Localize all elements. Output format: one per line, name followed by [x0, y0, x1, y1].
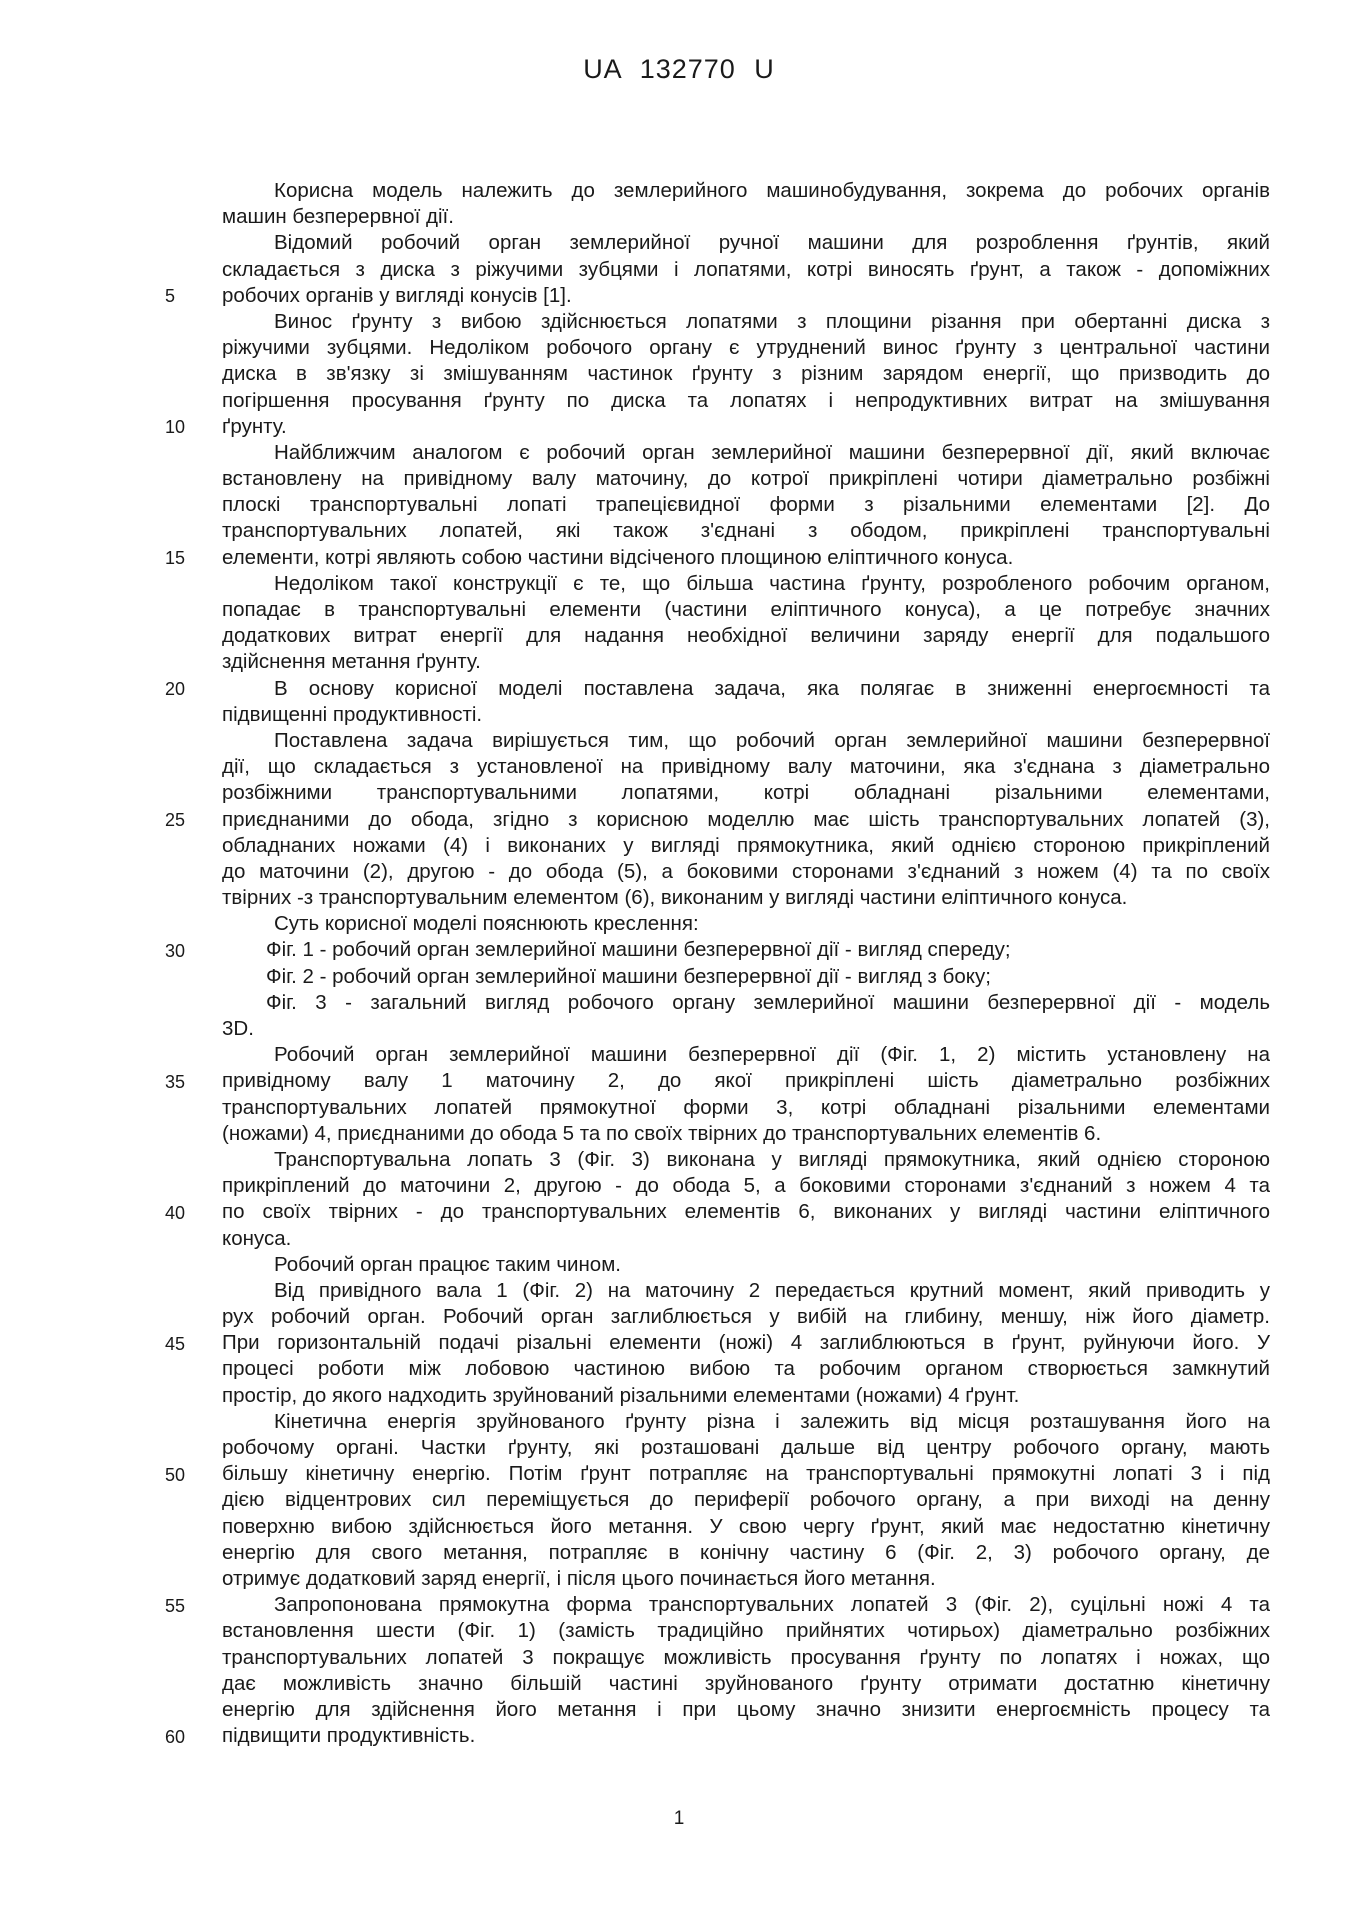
text-line: підвищенні продуктивності.: [222, 702, 483, 726]
text-line: При горизонтальній подачі різальні елементи (ножі) 4 заглиблюються в ґрунт, руйнуючи його. У: [222, 1331, 1270, 1355]
text-line: дії, що складається з установленої на привідному валу маточини, яка з'єднана з діаметрально: [222, 755, 1270, 779]
text-line: процесі роботи між лобовою частиною вибою та робочим органом створюється замкнутий: [222, 1357, 1270, 1381]
text-line: Транспортувальна лопать 3 (Фіг. 3) виконана у вигляді прямокутника, який однією стороною: [274, 1147, 1270, 1171]
text-line: Відомий робочий орган землерийної ручної машини для розроблення ґрунтів, який: [274, 231, 1270, 255]
text-line: дією відцентрових сил переміщується до периферії робочого органу, а при виході на денну: [222, 1488, 1270, 1512]
text-line: Запропонована прямокутна форма транспортувальних лопатей 3 (Фіг. 2), суцільні ножі 4 та: [274, 1593, 1270, 1617]
line-number: 10: [165, 416, 186, 437]
text-line: 3D.: [222, 1017, 254, 1040]
text-line: робочому органі. Частки ґрунту, які розташовані дальше від центру робочого органу, мають: [222, 1436, 1270, 1459]
line-number: 35: [165, 1071, 186, 1092]
text-line: Винос ґрунту з вибою здійснюється лопатями з площини різання при обертанні диска з: [274, 309, 1270, 333]
text-line: машин безперервної дії.: [222, 205, 454, 229]
text-line: Поставлена задача вирішується тим, що робочий орган землерийної машини безперервної: [274, 728, 1270, 752]
text-line: Фіг. 1 - робочий орган землерийної машини безперервної дії - вигляд спереду;: [266, 938, 1011, 962]
page-number: 1: [673, 1808, 685, 1829]
line-number: 15: [165, 547, 186, 568]
text-line: Корисна модель належить до землерийного машинобудування, зокрема до робочих органів: [274, 179, 1270, 202]
text-line: диска в зв'язку зі змішуванням частинок ґрунту з різним зарядом енергії, що призводить до: [222, 362, 1270, 386]
line-number: 20: [165, 678, 186, 699]
text-line: простір, до якого надходить зруйнований різальними елементами (ножами) 4 ґрунт.: [222, 1383, 1020, 1407]
line-number: 45: [165, 1333, 186, 1354]
text-line: привідному валу 1 маточину 2, до якої прикріплені шість діаметрально розбіжних: [222, 1069, 1270, 1093]
document-number-header: UA 132770 U: [583, 54, 775, 84]
text-line: до маточини (2), другою - до обода (5), а боковими сторонами з'єднаний з ножем (4) та по своїх: [222, 859, 1270, 883]
text-line: Робочий орган землерийної машини безперервної дії (Фіг. 1, 2) містить установлену на: [274, 1043, 1270, 1067]
text-line: плоскі транспортувальні лопаті трапецієвидної форми з різальними елементами [2]. До: [222, 493, 1270, 517]
body-text: [222, 178, 1270, 1749]
line-number: 55: [165, 1595, 186, 1616]
text-line: (ножами) 4, приєднаними до обода 5 та по своїх твірних до транспортувальних елементів 6.: [222, 1121, 1102, 1145]
text-line: встановлення шести (Фіг. 1) (замість традиційно прийнятих чотирьох) діаметрально розбіжних: [222, 1619, 1270, 1643]
text-line: ґрунту.: [222, 414, 287, 438]
line-number: 30: [165, 940, 186, 961]
text-line: ріжучими зубцями. Недоліком робочого органу є утруднений винос ґрунту з центральної частини: [222, 336, 1270, 360]
text-line: транспортувальних лопатей, які також з'єднані з ободом, прикріплені транспортувальні: [222, 519, 1270, 543]
text-line: енергію для свого метання, потрапляє в конічну частину 6 (Фіг. 2, 3) робочого органу, де: [222, 1540, 1270, 1564]
line-number: 5: [165, 285, 176, 306]
text-line: елементи, котрі являють собою частини відсіченого площиною еліптичного конуса.: [222, 545, 1014, 569]
text-line: складається з диска з ріжучими зубцями і лопатями, котрі виносять ґрунт, а також - допоміжних: [222, 257, 1270, 281]
text-line: Робочий орган працює таким чином.: [274, 1252, 621, 1276]
text-line: конуса.: [222, 1226, 292, 1250]
text-line: підвищити продуктивність.: [222, 1724, 476, 1748]
line-number: 25: [165, 809, 186, 830]
text-line: розбіжними транспортувальними лопатями, котрі обладнані різальними елементами,: [222, 781, 1270, 805]
text-line: додаткових витрат енергії для надання необхідної величини заряду енергії для подальшого: [222, 624, 1270, 648]
text-line: попадає в транспортувальні елементи (частини еліптичного конуса), а це потребує значних: [222, 598, 1270, 621]
line-number: 60: [165, 1726, 186, 1747]
text-line: прикріплений до маточини 2, другою - до обода 5, а боковими сторонами з'єднаний з ножем 4 та: [222, 1174, 1270, 1198]
text-line: по своїх твірних - до транспортувальних елементів 6, виконаних у вигляді частини еліптичного: [222, 1200, 1270, 1224]
text-line: Найближчим аналогом є робочий орган землерийної машини безперервної дії, який включає: [274, 440, 1270, 464]
text-line: Недоліком такої конструкції є те, що більша частина ґрунту, розробленого робочим органом,: [274, 571, 1270, 595]
text-line: поверхню вибою здійснюється його метання. У свою чергу ґрунт, який має недостатню кінетичну: [222, 1514, 1270, 1538]
line-number: 50: [165, 1464, 186, 1485]
text-line: транспортувальних лопатей прямокутної форми 3, котрі обладнані різальними елементами: [222, 1095, 1270, 1119]
text-line: Фіг. 3 - загальний вигляд робочого органу землерийної машини безперервної дії - модель: [266, 990, 1270, 1014]
text-line: Суть корисної моделі пояснюють креслення:: [274, 912, 699, 936]
text-line: погіршення просування ґрунту по диска та лопатях і непродуктивних витрат на змішування: [222, 388, 1270, 412]
text-line: транспортувальних лопатей 3 покращує можливість просування ґрунту по лопатях і ножах, що: [222, 1645, 1270, 1669]
line-number: 40: [165, 1202, 186, 1223]
text-line: обладнаних ножами (4) і виконаних у вигляді прямокутника, який однією стороною прикріплений: [222, 833, 1270, 857]
text-line: приєднаними до обода, згідно з корисною моделлю має шість транспортувальних лопатей (3),: [222, 807, 1270, 831]
text-line: Фіг. 2 - робочий орган землерийної машини безперервної дії - вигляд з боку;: [266, 964, 991, 988]
text-line: більшу кінетичну енергію. Потім ґрунт потрапляє на транспортувальні прямокутні лопаті 3 і під: [222, 1462, 1270, 1486]
text-line: рух робочий орган. Робочий орган заглиблюється у вибій на глибину, меншу, ніж його діаметр.: [222, 1305, 1270, 1329]
text-line: В основу корисної моделі поставлена задача, яка полягає в зниженні енергоємності та: [274, 676, 1270, 700]
text-line: Від привідного вала 1 (Фіг. 2) на маточину 2 передається крутний момент, який приводить у: [274, 1278, 1270, 1302]
text-line: Кінетична енергія зруйнованого ґрунту різна і залежить від місця розташування його на: [274, 1409, 1270, 1433]
text-line: твірних -з транспортувальним елементом (6), виконаним у вигляді частини еліптичного конуса.: [222, 886, 1128, 910]
text-line: дає можливість значно більшій частині зруйнованого ґрунту отримати достатню кінетичну: [222, 1671, 1270, 1695]
text-line: здійснення метання ґрунту.: [222, 650, 481, 674]
text-line: отримує додатковий заряд енергії, і після цього починається його метання.: [222, 1566, 936, 1590]
text-line: робочих органів у вигляді конусів [1].: [222, 283, 572, 307]
text-line: енергію для здійснення його метання і при цьому значно знизити енергоємність процесу та: [222, 1697, 1270, 1721]
text-line: встановлену на привідному валу маточину, до котрої прикріплені чотири діаметрально розбіжні: [222, 467, 1270, 491]
